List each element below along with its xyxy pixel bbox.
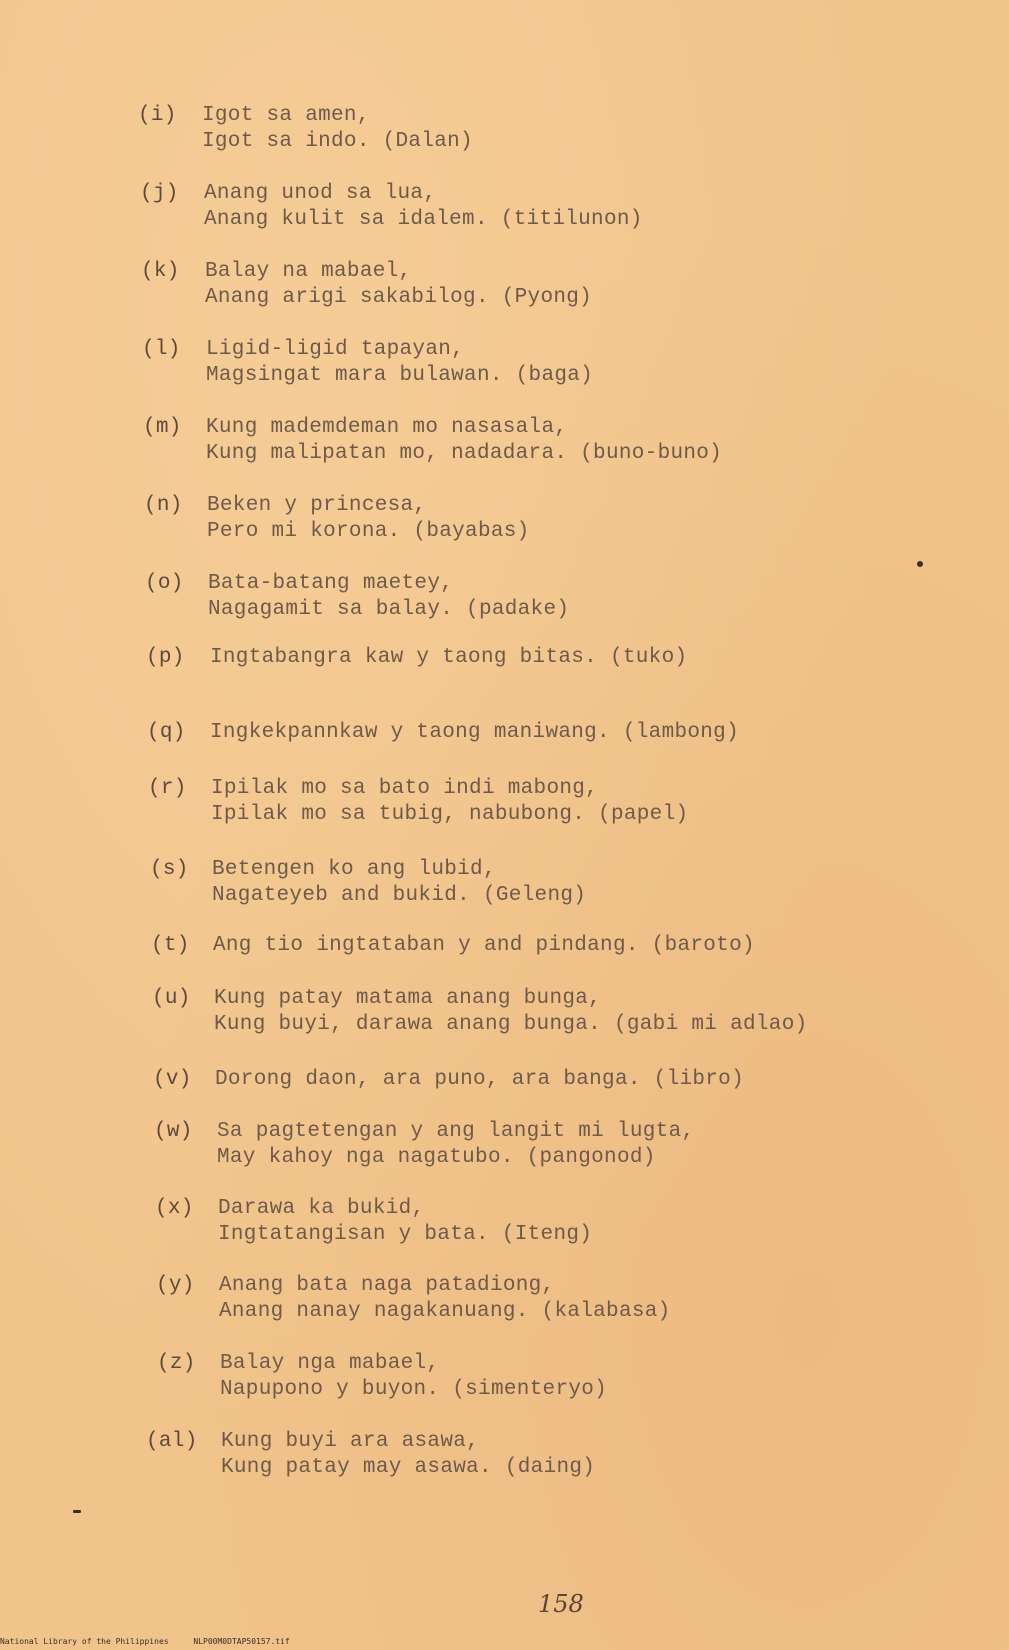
riddle-label: (q) (147, 721, 186, 744)
riddle-line: Ingkekpannkaw y taong maniwang. (lambong) (210, 721, 739, 744)
riddle-line: Igot sa indo. (Dalan) (202, 130, 473, 153)
riddle-line: May kahoy nga nagatubo. (pangonod) (217, 1146, 656, 1169)
riddle-line: Kung patay matama anang bunga, (214, 987, 602, 1010)
riddle-line: Anang unod sa lua, (204, 182, 437, 205)
riddle-label: (m) (143, 416, 182, 439)
riddle-line: Ipilak mo sa tubig, nabubong. (papel) (211, 803, 689, 826)
riddle-text (204, 181, 643, 233)
riddle-line: Igot sa amen, (202, 104, 370, 127)
riddle-line: Dorong daon, ara puno, ara banga. (libro) (215, 1068, 744, 1091)
riddle-line: Anang arigi sakabilog. (Pyong) (205, 286, 593, 309)
riddle-text (210, 720, 739, 746)
riddle-text (214, 986, 808, 1038)
riddle-line: Anang nanay nagakanuang. (kalabasa) (219, 1300, 671, 1323)
riddle-label: (p) (146, 646, 185, 669)
riddle-line: Napupono y buyon. (simenteryo) (220, 1378, 608, 1401)
riddle-label: (s) (150, 858, 189, 881)
riddle-line: Anang bata naga patadiong, (219, 1274, 555, 1297)
riddle-label: (v) (153, 1068, 192, 1091)
riddle-text (213, 933, 755, 959)
riddle-label: (z) (157, 1352, 196, 1375)
footer-file-id: NLP00M0DTAP50157.tif (193, 1637, 290, 1646)
riddle-label: (n) (144, 494, 183, 517)
riddle-text (218, 1196, 592, 1248)
riddle-label: (r) (148, 777, 187, 800)
riddle-text (215, 1067, 744, 1093)
riddle-label: (i) (138, 104, 177, 127)
riddle-text (202, 103, 473, 155)
riddle-text (220, 1351, 607, 1403)
riddle-line: Ligid-ligid tapayan, (206, 338, 465, 361)
riddle-label: (u) (152, 987, 191, 1010)
riddle-text (219, 1273, 671, 1325)
riddle-line: Darawa ka bukid, (218, 1197, 425, 1220)
riddle-text (212, 857, 586, 909)
ink-spot (73, 1510, 81, 1513)
riddle-label: (x) (155, 1197, 194, 1220)
riddle-text (208, 571, 569, 623)
riddle-line: Anang kulit sa idalem. (titilunon) (204, 208, 643, 231)
riddle-line: Ipilak mo sa bato indi mabong, (211, 777, 599, 800)
riddle-line: Nagagamit sa balay. (padake) (208, 598, 570, 621)
riddle-line: Nagateyeb and bukid. (Geleng) (212, 884, 587, 907)
riddle-text (207, 493, 530, 545)
riddle-line: Beken y princesa, (207, 494, 427, 517)
ink-spot (917, 561, 923, 567)
riddle-line: Balay na mabael, (205, 260, 412, 283)
riddle-line: Sa pagtetengan y ang langit mi lugta, (217, 1120, 695, 1143)
riddle-label: (j) (140, 182, 179, 205)
page-number: 158 (538, 1590, 584, 1618)
riddle-text (211, 776, 688, 828)
riddle-line: Ang tio ingtataban y and pindang. (baroto) (213, 934, 755, 957)
riddle-label: (o) (145, 572, 184, 595)
riddle-text (217, 1119, 694, 1171)
riddle-line: Balay nga mabael, (220, 1352, 440, 1375)
riddle-line: Kung malipatan mo, nadadara. (buno-buno) (206, 442, 723, 465)
riddle-label: (w) (154, 1120, 193, 1143)
riddle-label: (l) (142, 338, 181, 361)
riddle-text (206, 337, 593, 389)
riddle-text (210, 645, 687, 671)
riddle-label: (k) (141, 260, 180, 283)
riddle-text (221, 1429, 595, 1481)
scan-footer (0, 1637, 310, 1646)
riddle-label: (y) (156, 1274, 195, 1297)
riddle-text (205, 259, 592, 311)
riddle-label: (al) (146, 1430, 198, 1453)
riddle-line: Pero mi korona. (bayabas) (207, 520, 530, 543)
riddle-line: Bata-batang maetey, (208, 572, 454, 595)
footer-library: National Library of the Philippines (0, 1637, 169, 1646)
riddle-line: Betengen ko ang lubid, (212, 858, 496, 881)
riddle-line: Ingtabangra kaw y taong bitas. (tuko) (210, 646, 688, 669)
riddle-line: Kung patay may asawa. (daing) (221, 1456, 596, 1479)
riddle-line: Kung buyi, darawa anang bunga. (gabi mi adlao) (214, 1013, 808, 1036)
riddle-line: Kung mademdeman mo nasasala, (206, 416, 568, 439)
riddle-line: Ingtatangisan y bata. (Iteng) (218, 1223, 593, 1246)
riddle-line: Magsingat mara bulawan. (baga) (206, 364, 594, 387)
riddle-line: Kung buyi ara asawa, (221, 1430, 480, 1453)
riddle-text (206, 415, 722, 467)
riddle-label: (t) (151, 934, 190, 957)
